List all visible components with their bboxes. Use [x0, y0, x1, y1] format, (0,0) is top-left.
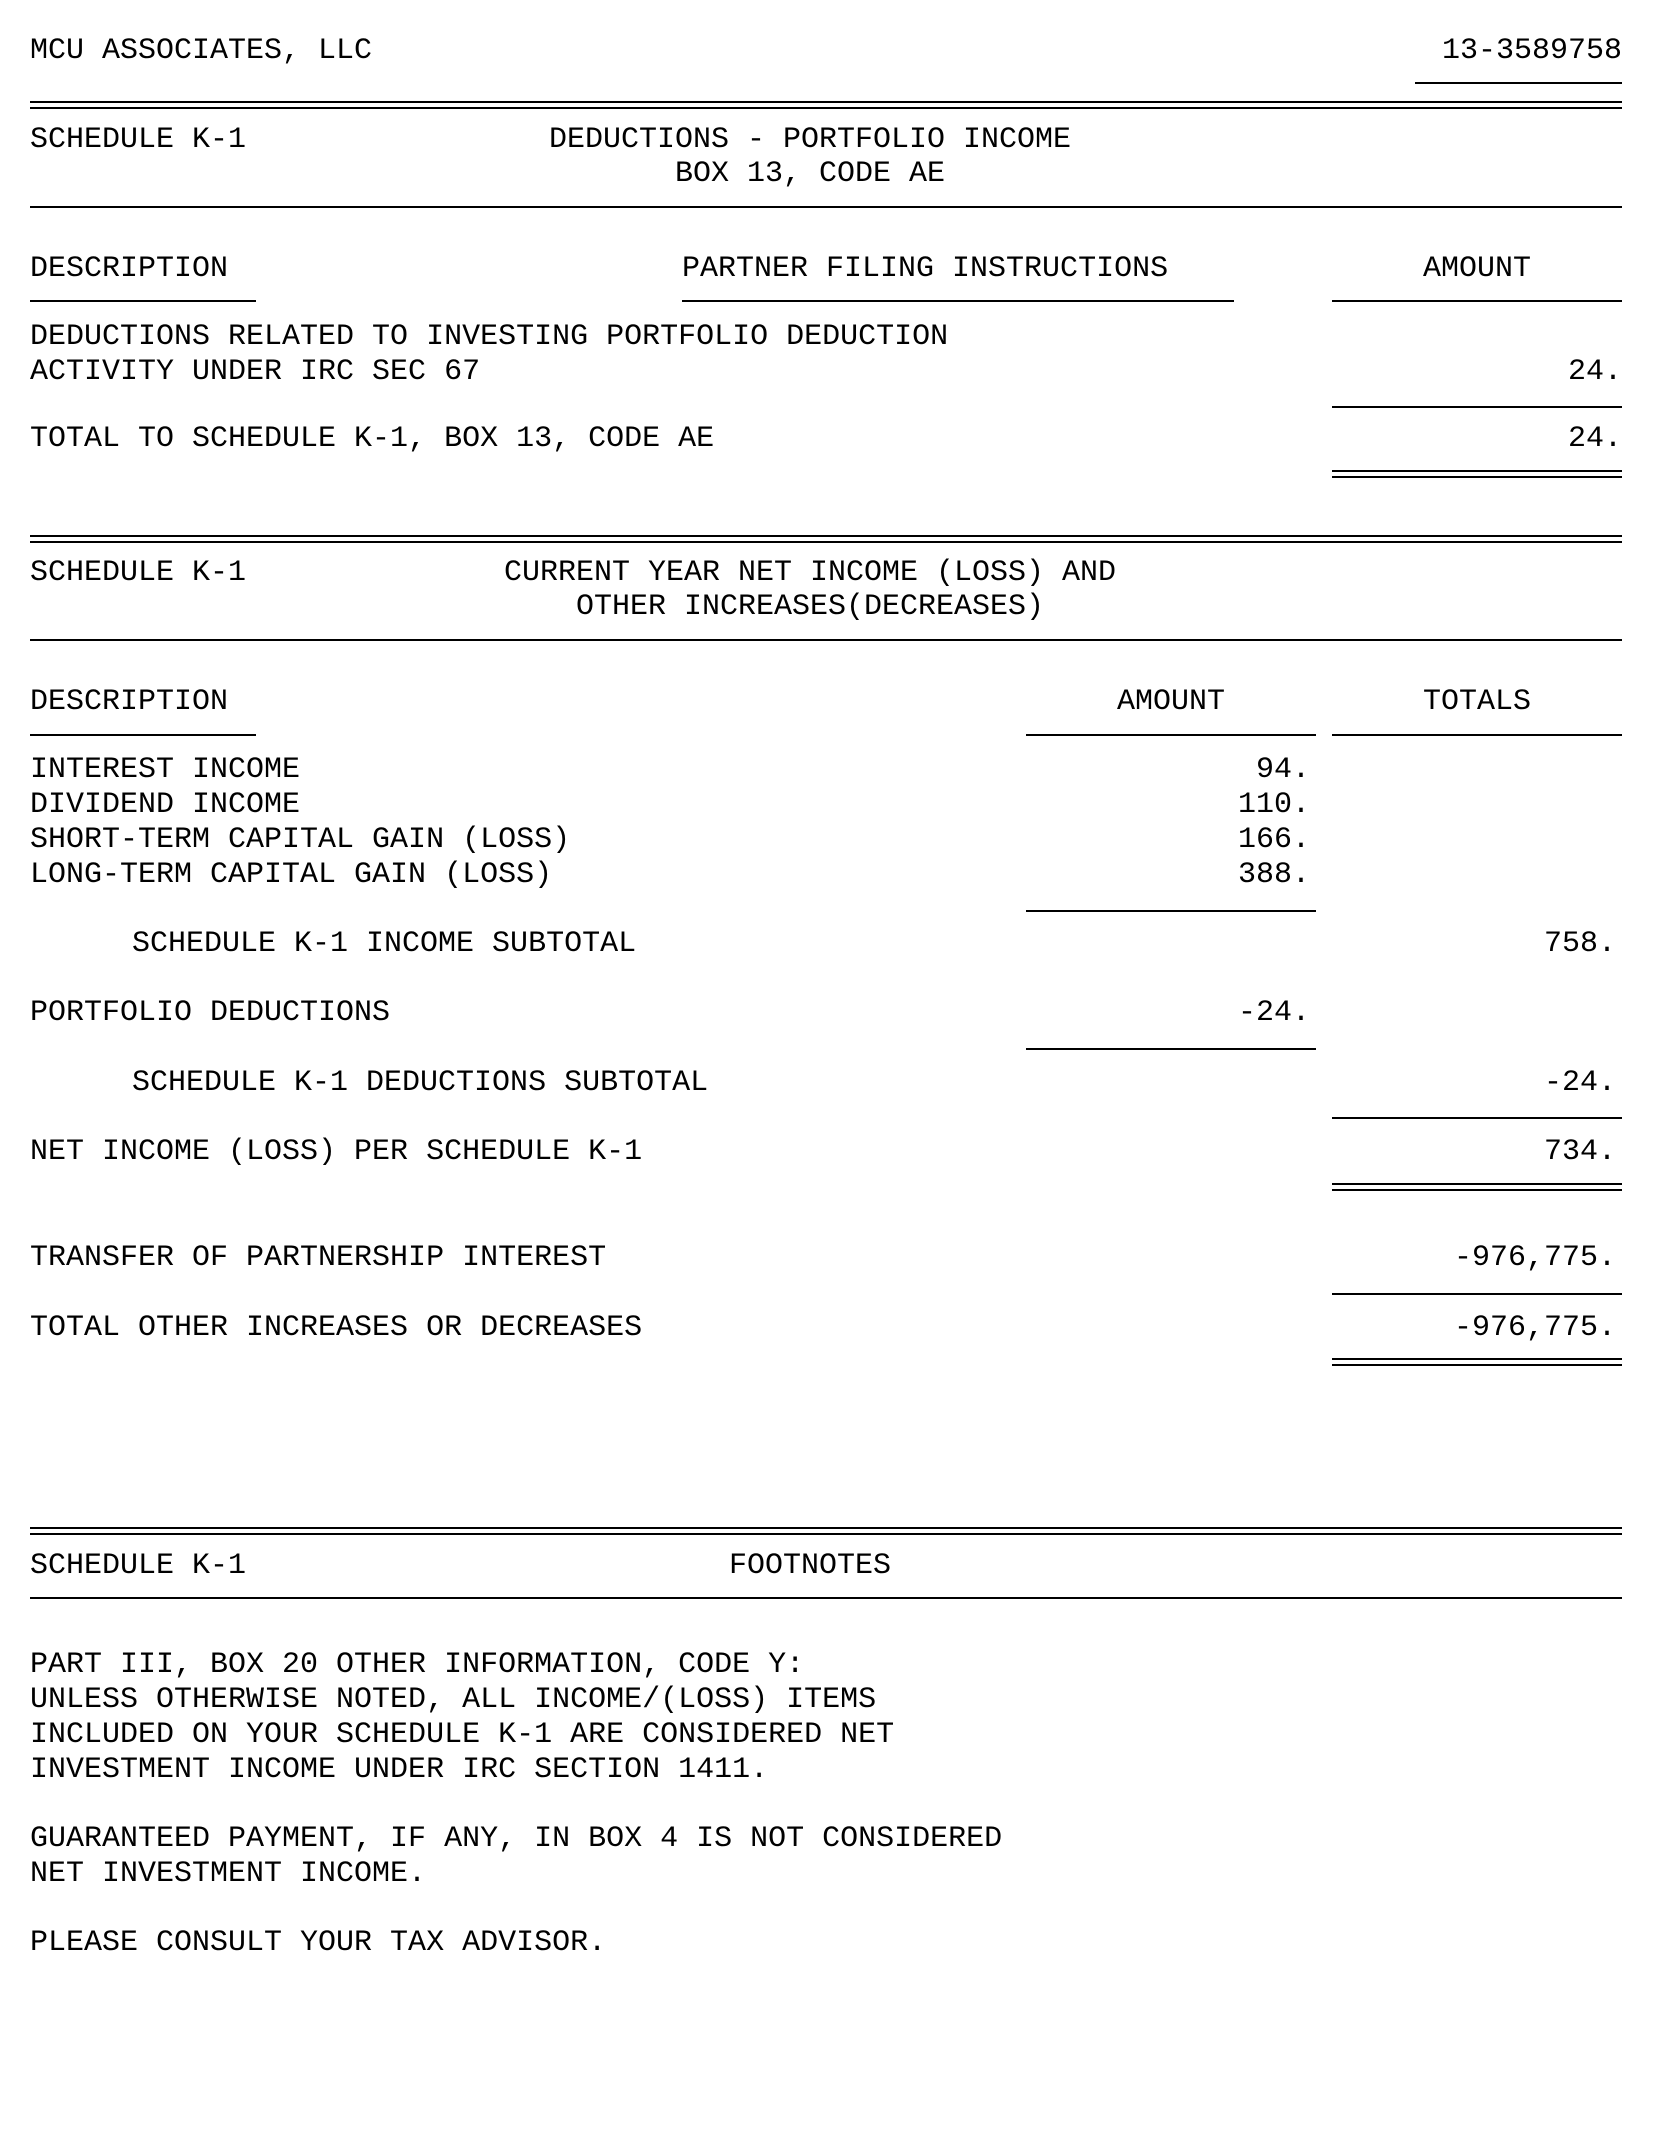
ein-underline [1415, 82, 1622, 84]
deduction-description-line1: DEDUCTIONS RELATED TO INVESTING PORTFOLIO DEDUCTION [30, 320, 949, 354]
net-income-label: NET INCOME (LOSS) PER SCHEDULE K-1 [30, 1135, 643, 1169]
amount-underline [1026, 910, 1316, 912]
income-item-amount: 110. [1237, 788, 1310, 822]
income-item-label: DIVIDEND INCOME [30, 788, 301, 822]
deduction-description-line2: ACTIVITY UNDER IRC SEC 67 [30, 355, 481, 389]
ein: 13-3589758 [1441, 34, 1622, 68]
column-header-amount: AMOUNT [1422, 252, 1532, 286]
column-header-description: DESCRIPTION [30, 685, 229, 719]
total-double-underline [1332, 1358, 1622, 1366]
section-divider [30, 535, 1622, 543]
footnote-paragraph: PLEASE CONSULT YOUR TAX ADVISOR. [30, 1926, 607, 1960]
net-income-amount: 734. [1543, 1135, 1616, 1169]
section-subtitle: BOX 13, CODE AE [674, 157, 946, 191]
amount-underline [1026, 1048, 1316, 1050]
deduction-amount: 24. [1567, 355, 1622, 389]
section-title: FOOTNOTES [728, 1549, 892, 1583]
income-subtotal-amount: 758. [1543, 927, 1616, 961]
schedule-label: SCHEDULE K-1 [30, 556, 247, 590]
income-item-amount: 166. [1237, 823, 1310, 857]
schedule-label: SCHEDULE K-1 [30, 1549, 247, 1583]
column-underline [1332, 734, 1622, 736]
section-divider [30, 101, 1622, 109]
divider [30, 1597, 1622, 1599]
income-subtotal-label: SCHEDULE K-1 INCOME SUBTOTAL [132, 927, 637, 961]
column-header-totals: TOTALS [1422, 685, 1532, 719]
section-title: DEDUCTIONS - PORTFOLIO INCOME [548, 123, 1072, 157]
section-divider [30, 1527, 1622, 1535]
income-item-label: LONG-TERM CAPITAL GAIN (LOSS) [30, 858, 553, 892]
deductions-subtotal-label: SCHEDULE K-1 DEDUCTIONS SUBTOTAL [132, 1066, 709, 1100]
column-header-amount: AMOUNT [1116, 685, 1226, 719]
total-double-underline [1332, 1183, 1622, 1191]
column-underline [1332, 300, 1622, 302]
column-header-instructions: PARTNER FILING INSTRUCTIONS [682, 252, 1169, 286]
column-underline [1026, 734, 1316, 736]
deduction-total-amount: 24. [1567, 422, 1622, 456]
footnote-paragraph: GUARANTEED PAYMENT, IF ANY, IN BOX 4 IS NOT CONSIDERED NET INVESTMENT INCOME. [30, 1822, 1003, 1891]
column-underline [30, 734, 256, 736]
section-title: CURRENT YEAR NET INCOME (LOSS) AND [503, 556, 1117, 590]
total-other-amount: -976,775. [1453, 1311, 1616, 1345]
totals-underline [1332, 1117, 1622, 1119]
company-name: MCU ASSOCIATES, LLC [30, 34, 373, 68]
deduction-total-label: TOTAL TO SCHEDULE K-1, BOX 13, CODE AE [30, 422, 715, 456]
schedule-label: SCHEDULE K-1 [30, 123, 247, 157]
total-other-label: TOTAL OTHER INCREASES OR DECREASES [30, 1311, 643, 1345]
total-double-underline [1332, 470, 1622, 478]
amount-underline [1332, 406, 1622, 408]
divider [30, 206, 1622, 208]
totals-underline [1332, 1293, 1622, 1295]
portfolio-deductions-amount: -24. [1237, 996, 1310, 1030]
footnote-paragraph: PART III, BOX 20 OTHER INFORMATION, CODE Y: UNLESS OTHERWISE NOTED, ALL INCOME/(LOSS) ITEMS INCLUDED ON YOUR SCHEDULE K-1 ARE CONSIDERED NET INVESTMENT INCOME UNDER IRC SECTION 1411. [30, 1648, 895, 1787]
income-item-label: SHORT-TERM CAPITAL GAIN (LOSS) [30, 823, 571, 857]
income-item-amount: 94. [1255, 753, 1310, 787]
column-header-description: DESCRIPTION [30, 252, 229, 286]
portfolio-deductions-label: PORTFOLIO DEDUCTIONS [30, 996, 391, 1030]
transfer-amount: -976,775. [1453, 1241, 1616, 1275]
transfer-label: TRANSFER OF PARTNERSHIP INTEREST [30, 1241, 607, 1275]
income-item-label: INTEREST INCOME [30, 753, 301, 787]
deductions-subtotal-amount: -24. [1543, 1066, 1616, 1100]
section-subtitle: OTHER INCREASES(DECREASES) [575, 590, 1045, 624]
income-item-amount: 388. [1237, 858, 1310, 892]
column-underline [682, 300, 1234, 302]
column-underline [30, 300, 256, 302]
divider [30, 639, 1622, 641]
